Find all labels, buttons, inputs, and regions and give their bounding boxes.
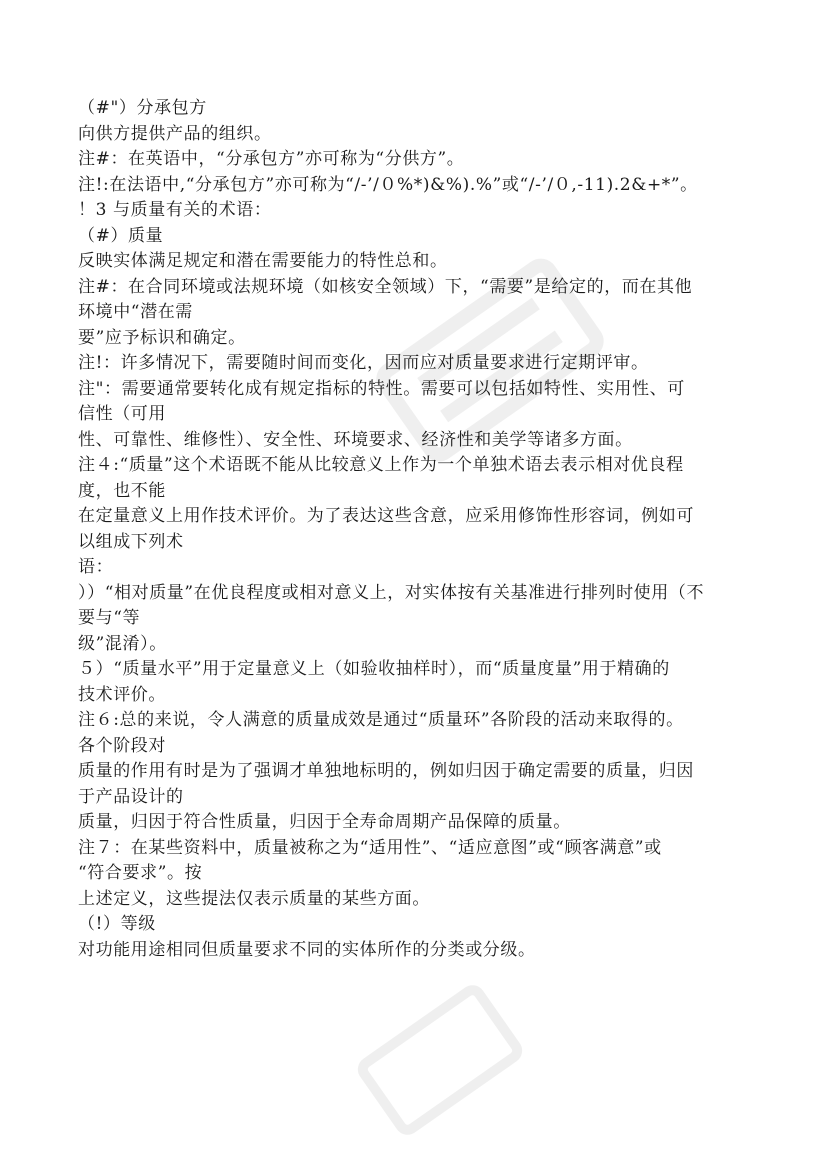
text-line: 度，也不能 [78, 480, 166, 501]
text-line: 语： [78, 557, 114, 577]
text-line: 级”混淆）。 [78, 633, 167, 654]
text-line: ５）“质量水平”用于定量意义上（如验收抽样时），而“质量度量”用于精确的 [78, 659, 670, 679]
text-line: 注!:在法语中,“分承包方”亦可称为“/-’/０%*)&%).%”或“/-’/０,-11).2&+*”。 [78, 174, 698, 195]
text-line: 注#：在英语中，“分承包方”亦可称为“分供方”。 [78, 149, 465, 169]
text-line: 要与“等 [78, 608, 141, 628]
text-line: 质量的作用有时是为了强调才单独地标明的，例如归因于确定需要的质量，归因 [78, 761, 694, 781]
text-line: （!）等级 [78, 914, 156, 934]
text-line: “符合要求”。按 [78, 863, 203, 883]
text-line: 向供方提供产品的组织。 [78, 123, 272, 144]
text-line: 反映实体满足规定和潜在需要能力的特性总和。 [78, 251, 448, 271]
text-line: ））“相对质量”在优良程度或相对意义上，对实体按有关基准进行排列时使用（不 [78, 582, 705, 603]
text-line: 对功能用途相同但质量要求不同的实体所作的分类或分级。 [78, 939, 536, 960]
text-line: 注４:“质量”这个术语既不能从比较意义上作为一个单独术语去表示相对优良程 [78, 455, 684, 475]
text-line: （#）质量 [78, 225, 164, 246]
document-body [78, 96, 758, 963]
text-line: 质量，归因于符合性质量，归因于全寿命周期产品保障的质量。 [78, 812, 571, 832]
text-line: 注６:总的来说，令人满意的质量成效是通过“质量环”各阶段的活动来取得的。 [78, 710, 684, 730]
watermark-icon [340, 960, 540, 1160]
text-line: 注#：在合同环境或法规环境（如核安全领域）下，“需要”是给定的，而在其他 [78, 276, 693, 297]
text-line: 各个阶段对 [78, 735, 166, 756]
text-line: 上述定义，这些提法仅表示质量的某些方面。 [78, 888, 430, 909]
text-line: 技术评价。 [78, 684, 166, 705]
text-line: 注!：许多情况下，需要随时间而变化，因而应对质量要求进行定期评审。 [78, 353, 649, 373]
text-line: 要”应予标识和确定。 [78, 327, 246, 348]
text-line: 在定量意义上用作技术评价。为了表达这些含意，应采用修饰性形容词，例如可 [78, 506, 694, 526]
text-line: 信性（可用 [78, 404, 166, 424]
text-line: 注７：在某些资料中，质量被称之为“适用性”、“适应意图”或“顾客满意”或 [78, 837, 662, 858]
text-line: 注"：需要通常要转化成有规定指标的特性。需要可以包括如特性、实用性、可 [78, 378, 685, 399]
text-line: （#"）分承包方 [78, 98, 207, 118]
text-line: 性、可靠性、维修性）、安全性、环境要求、经济性和美学等诸多方面。 [78, 429, 633, 450]
text-line: ！3 与质量有关的术语： [78, 200, 272, 220]
text-line: 环境中“潜在需 [78, 302, 193, 322]
text-line: 于产品设计的 [78, 786, 184, 807]
text-line: 以组成下列术 [78, 531, 184, 552]
